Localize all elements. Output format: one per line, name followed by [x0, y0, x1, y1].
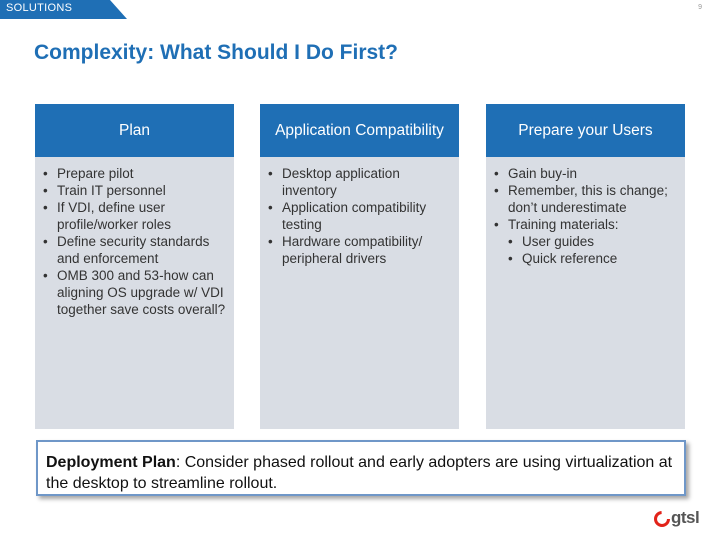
list-item: • If VDI, define user profile/worker roles [41, 199, 226, 233]
column-application-compatibility [260, 104, 459, 429]
section-tab [0, 0, 127, 19]
column-prepare-users [486, 104, 685, 429]
list-item: • Gain buy-in [492, 165, 677, 182]
column-heading: Plan [35, 104, 234, 157]
column-body [35, 157, 234, 318]
column-heading: Prepare your Users [486, 104, 685, 157]
sub-list-item: • User guides [492, 233, 677, 250]
list-item: • Hardware compatibility/ peripheral drivers [266, 233, 451, 267]
bullet-list [492, 165, 677, 267]
list-item: • Define security standards and enforcement [41, 233, 226, 267]
bullet-list [266, 165, 451, 267]
page-title: Complexity: What Should I Do First? [34, 41, 398, 64]
column-body [260, 157, 459, 267]
sub-list-item: • Quick reference [492, 250, 677, 267]
list-item: • Desktop application inventory [266, 165, 451, 199]
list-item: • Training materials: [492, 216, 677, 233]
note-bold-label: Deployment Plan [46, 454, 176, 471]
column-body [486, 157, 685, 267]
bullet-list [41, 165, 226, 318]
page-number: 9 [698, 4, 702, 11]
list-item: • Application compatibility testing [266, 199, 451, 233]
gtsl-logo [654, 508, 710, 530]
list-item: • OMB 300 and 53-how can aligning OS upgrade w/ VDI together save costs overall? [41, 267, 226, 318]
logo-text: gtsl [671, 508, 700, 527]
logo-mark-icon [654, 511, 670, 527]
list-item: • Remember, this is change; don’t underestimate [492, 182, 677, 216]
section-tab-label: SOLUTIONS [6, 2, 73, 14]
column-heading: Application Compatibility [260, 104, 459, 157]
column-plan [35, 104, 234, 429]
list-item: • Train IT personnel [41, 182, 226, 199]
list-item: • Prepare pilot [41, 165, 226, 182]
note-text: : Consider phased rollout and early adopters are using virtualization at the desktop to streamline rollout. [46, 454, 673, 492]
deployment-plan-note [36, 440, 686, 496]
